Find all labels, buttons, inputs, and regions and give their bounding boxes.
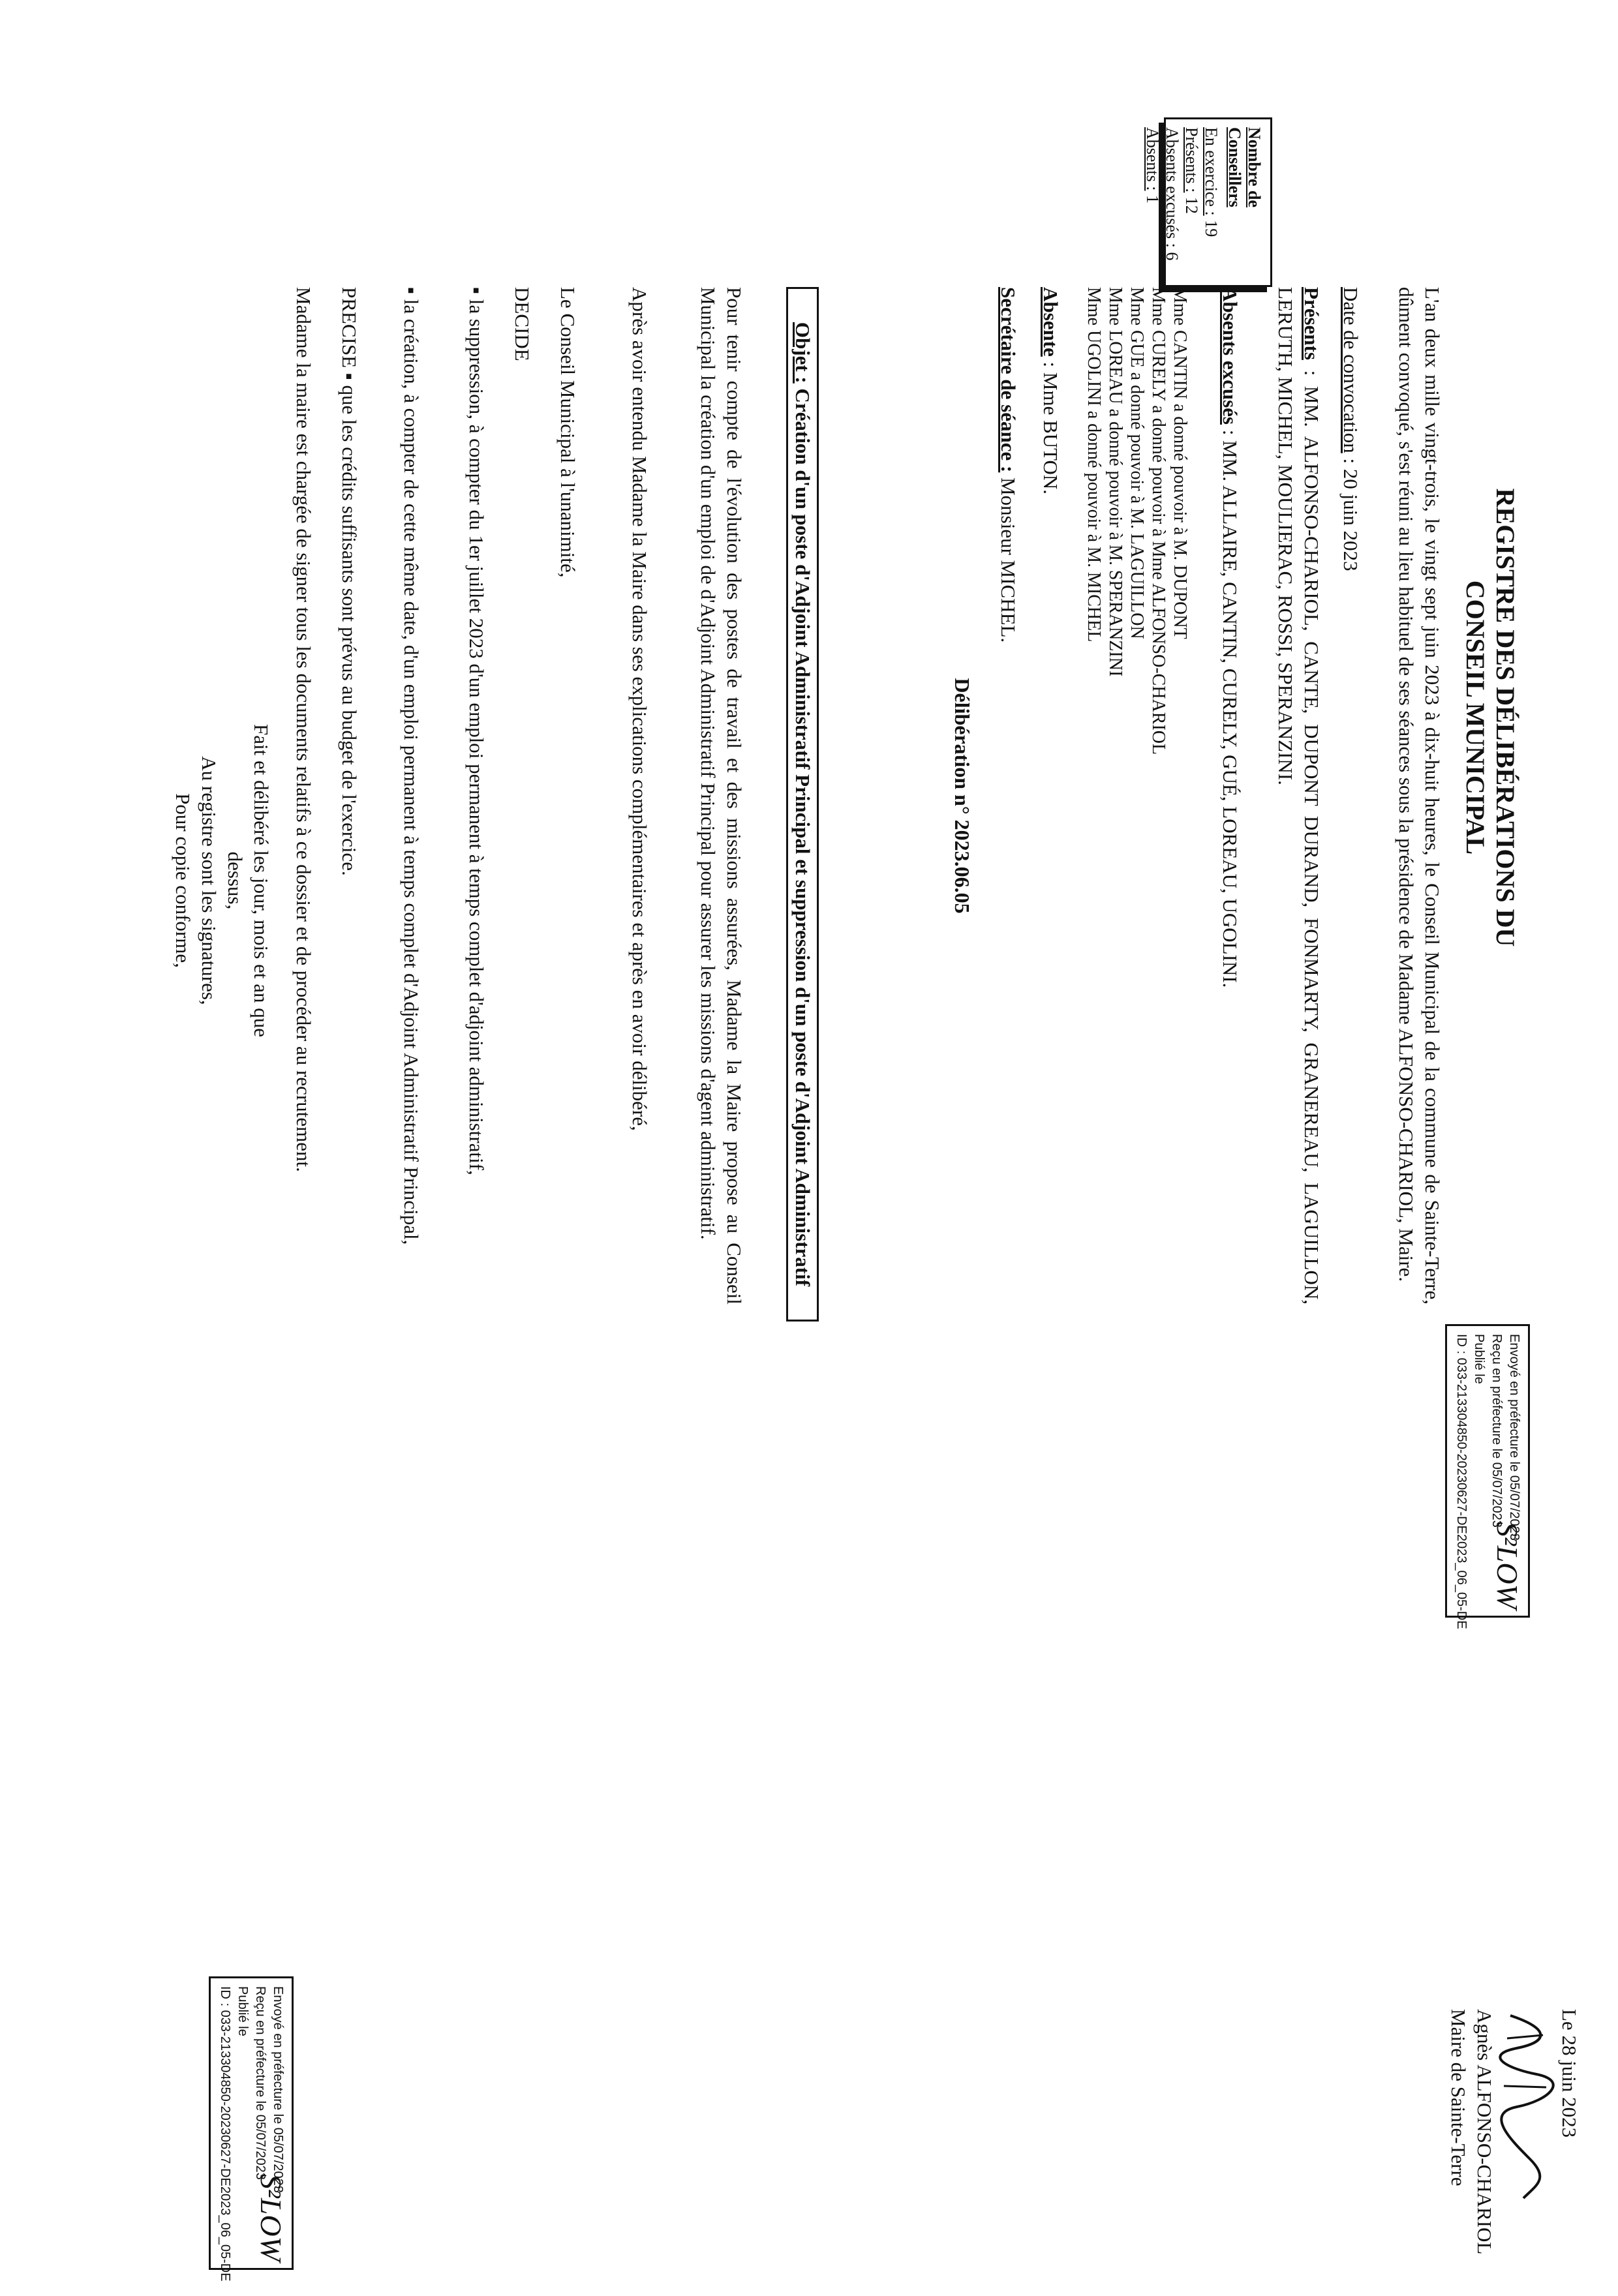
proxy-item: Mme UGOLINI a donné pouvoir à M. MICHEL	[1084, 287, 1104, 642]
proxy-item: Mme LOREAU a donné pouvoir à M. SPERANZINI	[1105, 287, 1125, 677]
excuses-paragraph	[1217, 287, 1243, 1305]
bullet-1-text: la suppression, à compter du 1er juillet 2023 d'un emploi permanent à temps complet d'adjoint administratif,	[465, 299, 488, 1175]
body-bullet-2	[398, 287, 424, 1305]
objet-label: Objet :	[791, 322, 814, 384]
signature-date: Le 28 juin 2023	[1558, 2009, 1581, 2138]
count-presents-label: Présents :	[1182, 127, 1201, 193]
secretaire-line	[995, 287, 1021, 642]
closing-line-4: Pour copie conforme,	[172, 793, 194, 968]
proxy-item: Mme CANTIN a donné pouvoir à M. DUPONT	[1170, 287, 1190, 639]
deliberation-number: Délibération n° 2023.06.05	[951, 678, 974, 914]
objet-box	[786, 287, 819, 1322]
bullet-icon: ▪	[465, 287, 488, 299]
presents-paragraph	[1272, 287, 1324, 1305]
handwritten-signature-icon	[1497, 2009, 1556, 2205]
stamp-published: Publié le	[1472, 1334, 1486, 1384]
convocation-line	[1337, 287, 1364, 571]
excuses-text: : MM. ALLAIRE, CANTIN, CURELY, GUÉ, LOREAU, UGOLINI.	[1219, 424, 1242, 988]
absente-text: : Mme BUTON.	[1039, 356, 1062, 495]
prefecture-stamp-bottom	[209, 1976, 294, 2282]
body-paragraph-3: Le Conseil Municipal à l'unanimité,	[557, 287, 579, 578]
convocation-date: : 20 juin 2023	[1339, 453, 1362, 571]
proxy-item: Mme GUE a donné pouvoir à M. LAGUILLON	[1127, 287, 1147, 639]
count-title-2: Conseillers	[1225, 127, 1244, 207]
count-exercice-value: 19	[1202, 220, 1221, 237]
count-absents-label: Absents :	[1143, 127, 1162, 191]
bullet-icon: ▪	[338, 368, 361, 385]
register-title-line1: REGISTRE DES DÉLIBÉRATIONS DU	[1491, 488, 1520, 947]
bullet-2-text: la création, à compter de cette même date, d'un emploi permanent à temps complet d'Adjoint Administratif Principal,	[400, 299, 423, 1245]
objet-text: Création d'un poste d'Adjoint Administratif Principal et suppression d'un poste d'Adjoint Administratif	[791, 383, 814, 1287]
proxy-list	[1083, 287, 1191, 755]
signature-block	[1445, 2009, 1582, 2296]
secretaire-label: Secrétaire de séance :	[997, 287, 1020, 473]
register-title	[1460, 124, 1520, 1311]
closing-line-2: dessus,	[224, 851, 247, 910]
stamp-received: Reçu en préfecture le 05/07/2023	[1489, 1334, 1504, 1528]
closing-formula	[170, 711, 274, 1050]
stamp-received: Reçu en préfecture le 05/07/2023	[253, 1986, 267, 2180]
absente-line	[1037, 287, 1063, 494]
body-paragraph-5: Madame la maire est chargée de signer tous les documents relatifs à ce dossier et de procéder au recrutement.	[292, 287, 315, 1172]
convocation-label: Date de convocation	[1339, 287, 1362, 453]
excuses-label: Absents excusés	[1219, 287, 1242, 425]
bullet-icon: ▪	[400, 287, 423, 299]
count-exercice-label: En exercice :	[1202, 127, 1221, 216]
prefecture-stamp	[1445, 1324, 1530, 1629]
stamp-published: Publié le	[236, 1986, 250, 2036]
body-precise	[336, 287, 362, 1305]
body-paragraph-2: Après avoir entendu Madame la Maire dans ses explications complémentaires et après en avoir délibéré,	[628, 287, 651, 1131]
body-bullet-1	[463, 287, 489, 1305]
intro-paragraph: L'an deux mille vingt-trois, le vingt sept juin 2023 à dix-huit heures, le Conseil Municipal de la commune de Sainte-Terre, dûment convoqué, s'est réuni au lieu habituel de ses séances sous la présidence de Madame ALFONSO-CHARIOL, Maire.	[1395, 287, 1444, 1305]
signatory-name: Agnès ALFONSO-CHARIOL	[1473, 2009, 1496, 2255]
closing-line-1: Fait et délibéré les jour, mois et an que	[250, 724, 273, 1037]
count-title-1: Nombre de	[1245, 127, 1264, 208]
count-presents-value: 12	[1182, 196, 1201, 214]
count-absents-value: 1	[1143, 195, 1162, 204]
register-title-line2: CONSEIL MUNICIPAL	[1461, 580, 1490, 855]
stamp-sent: Envoyé en préfecture le 05/07/2023	[1507, 1334, 1521, 1541]
count-excuses-label: Absents excusés :	[1163, 127, 1182, 248]
councillors-count-box	[1143, 117, 1272, 287]
stamp-slow-mark: S²LOW	[254, 2174, 288, 2261]
secretaire-text: Monsieur MICHEL.	[997, 472, 1020, 643]
proxy-item: Mme CURELY a donné pouvoir à Mme ALFONSO-CHARIOL	[1148, 287, 1168, 755]
precise-label: PRECISE	[338, 287, 361, 369]
absente-label: Absente	[1039, 287, 1062, 357]
stamp-id: ID : 033-213304850-20230627-DE2023_06_05-DE	[218, 1986, 232, 2282]
stamp-slow-mark: S²LOW	[1491, 1522, 1524, 1609]
closing-line-3: Au registre sont les signatures,	[198, 756, 221, 1005]
precise-text: que les crédits suffisants sont prévus au budget de l'exercice.	[338, 385, 361, 876]
body-decide: DECIDE	[511, 287, 534, 361]
presents-text: : MM. ALFONSO-CHARIOL, CANTE, DUPONT DURAND, FONMARTY, GRANEREAU, LAGUILLON, LERUTH, MICHEL, MOULIERAC, ROSSI, SPERANZINI.	[1274, 287, 1323, 1305]
stamp-id: ID : 033-213304850-20230627-DE2023_06_05-DE	[1454, 1334, 1469, 1629]
presents-label: Présents	[1300, 287, 1323, 360]
signatory-role: Maire de Sainte-Terre	[1447, 2009, 1470, 2186]
body-paragraph-1: Pour tenir compte de l'évolution des postes de travail et des missions assurées, Madame la Maire propose au Conseil Municipal la création d'un emploi de d'Adjoint Administratif Principal pour assurer les missions d'agent administratif.	[697, 287, 746, 1305]
stamp-sent: Envoyé en préfecture le 05/07/2023	[271, 1986, 285, 2193]
count-excuses-value: 6	[1163, 252, 1182, 261]
